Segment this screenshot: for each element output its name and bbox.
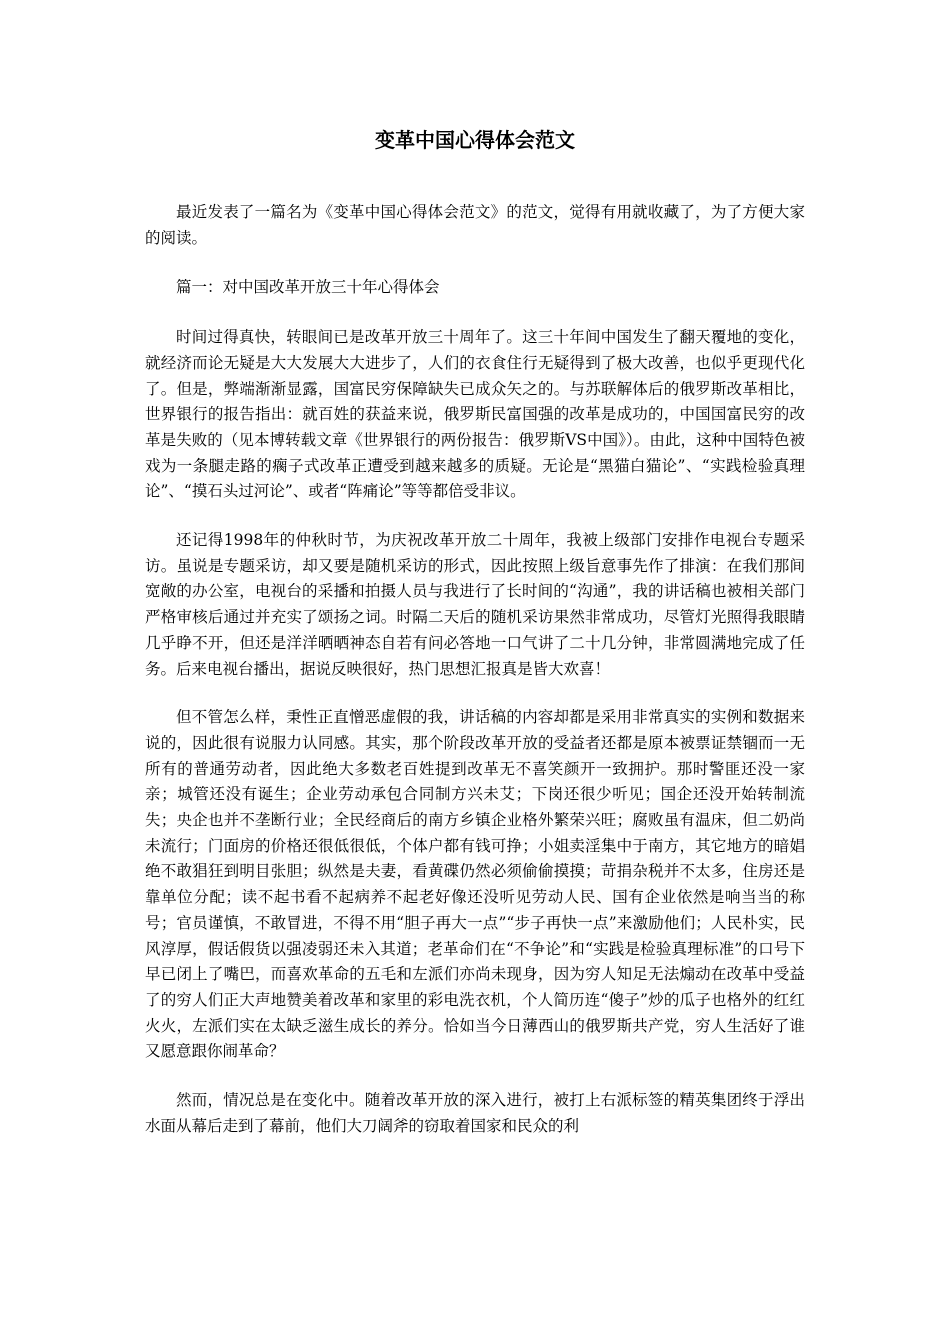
intro-paragraph: 最近发表了一篇名为《变革中国心得体会范文》的范文，觉得有用就收藏了，为了方便大家的阅读。 (145, 203, 805, 247)
body-paragraph-1: 时间过得真快，转眼间已是改革开放三十周年了。这三十年间中国发生了翻天覆地的变化，就经济而论无疑是大大发展大大进步了，人们的衣食住行无疑得到了极大改善，也似乎更现代化了。但是，弊端渐渐显露，国富民穷保障缺失已成众矢之的。与苏联解体后的俄罗斯改革相比，世界银行的报告指出：就百姓的获益来说，俄罗斯民富国强的改革是成功的，中国国富民穷的改革是失败的（见本博转载文章《世界银行的两份报告：俄罗斯VS中国》）。由此，这种中国特色被戏为一条腿走路的瘸子式改革正遭受到越来越多的质疑。无论是“黑猫白猫论”、“实践检验真理论”、“摸石头过河论”、或者“阵痛论”等等都倍受非议。 (145, 328, 805, 501)
body-paragraph-2: 还记得1998年的仲秋时节，为庆祝改革开放二十周年，我被上级部门安排作电视台专题采访。虽说是专题采访，却又要是随机采访的形式，因此按照上级旨意事先作了排演：在我们那间宽敞的办公室，电视台的采播和拍摄人员与我进行了长时间的“沟通”，我的讲话稿也被相关部门严格审核后通过并充实了颂扬之词。时隔二天后的随机采访果然非常成功，尽管灯光照得我眼睛几乎睁不开，但还是洋洋晒晒神态自若有问必答地一口气讲了二十几分钟，非常圆满地完成了任务。后来电视台播出，据说反映很好，热门思想汇报真是皆大欢喜！ (145, 531, 805, 678)
body-paragraph-4: 然而，情况总是在变化中。随着改革开放的深入进行，被打上右派标签的精英集团终于浮出水面从幕后走到了幕前，他们大刀阔斧的窃取着国家和民众的利 (145, 1091, 805, 1135)
body-paragraph-3: 但不管怎么样，秉性正直憎恶虚假的我，讲话稿的内容却都是采用非常真实的实例和数据来说的，因此很有说服力认同感。其实，那个阶段改革开放的受益者还都是原本被票证禁锢而一无所有的普通劳动者，因此绝大多数老百姓提到改革无不喜笑颜开一致拥护。那时警匪还没一家亲；城管还没有诞生；企业劳动承包合同制方兴未艾；下岗还很少听见；国企还没开始转制流失；央企也并不垄断行业；全民经商后的南方乡镇企业格外繁荣兴旺；腐败虽有温床，但二奶尚未流行；门面房的价格还很低很低，个体户都有钱可挣；小姐卖淫集中于南方，其它地方的暗娼绝不敢猖狂到明目张胆；纵然是夫妻，看黄碟仍然必须偷偷摸摸；苛捐杂税并不太多，住房还是靠单位分配；读不起书看不起病养不起老好像还没听见劳动人民、国有企业依然是响当当的称号；官员谨慎，不敢冒进，不得不用“胆子再大一点”“步子再快一点”来激励他们；人民朴实，民风淳厚，假话假货以强凌弱还未入其道；老革命们在“不争论”和“实践是检验真理标准”的口号下早已闭上了嘴巴，而喜欢革命的五毛和左派们亦尚未现身，因为穷人知足无法煽动在改革中受益了的穷人们正大声地赞美着改革和家里的彩电洗衣机，个人简历连“傻子”炒的瓜子也格外的红红火火，左派们实在太缺乏滋生成长的养分。恰如当今日薄西山的俄罗斯共产党，穷人生活好了谁又愿意跟你闹革命？ (145, 708, 805, 1061)
document-title: 变革中国心得体会范文 (375, 128, 575, 152)
section-heading: 篇一：对中国改革开放三十年心得体会 (176, 278, 440, 297)
document-body (145, 200, 805, 1163)
